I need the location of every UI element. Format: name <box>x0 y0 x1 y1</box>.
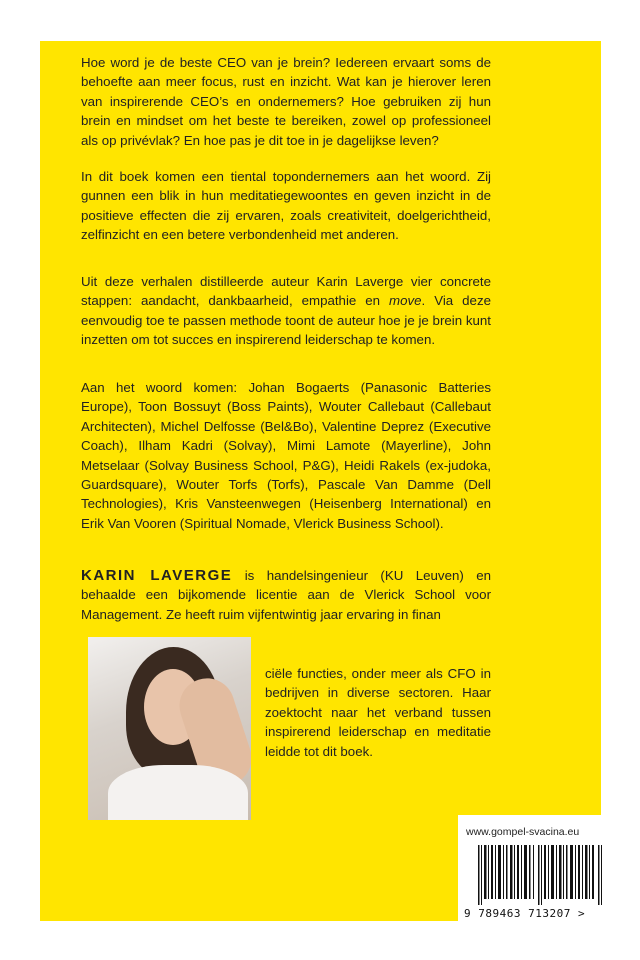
author-bio-top <box>81 566 491 624</box>
barcode-area <box>458 815 615 924</box>
blurb-text-3-end: . Via deze eenvoudig toe te passen methode toont de auteur hoe je je brein kunt inzetten om tot succes en inspirerend leiderschap te komen. <box>81 293 491 348</box>
blurb-text-2: In dit boek komen een tiental topondernemers aan het woord. Zij gunnen een blik in hun meditatiegewoontes en geven inzicht in de positieve effecten die zij ervaren, zoals creativiteit, doelgerichtheid, zelfinzicht en een betere verbondenheid met anderen. <box>81 169 491 243</box>
blurb-text-3-start: Uit deze verhalen distilleerde auteur Karin Laverge vier concrete stappen: aandacht, dankbaarheid, empathie en <box>81 274 491 309</box>
blurb-text-3-italic: move <box>389 293 422 309</box>
author-photo <box>88 637 251 820</box>
isbn-number: 9 789463 713207 > <box>464 907 586 920</box>
barcode-icon <box>478 845 603 905</box>
blurb-text-3 <box>81 272 491 350</box>
blurb-paragraph-1 <box>81 53 491 150</box>
publisher-url: www.gompel-svacina.eu <box>466 826 580 838</box>
author-bio-right: ciële functies, onder meer als CFO in bedrijven in diverse sectoren. Haar zoektocht naar het verband tussen inspirerend leiderschap en meditatie leidde tot dit boek. <box>265 666 491 759</box>
blurb-paragraph-2 <box>81 167 491 245</box>
blurb-paragraph-3 <box>81 272 491 350</box>
author-bio-text: is handelsingenieur (KU Leuven) en behaalde een bijkomende licentie aan de Vlerick School voor Management. Ze heeft ruim vijfentwintig jaar ervaring in finan <box>81 568 492 622</box>
blurb-text-1: Hoe word je de beste CEO van je brein? Iedereen ervaart soms de behoefte aan meer focus, rust en inzicht. Wat kan je hierover leren van inspirerende CEO’s en ondernemers? Hoe gebruiken zij hun brein en mindset om het beste te bereiken, zowel op professioneel als op privévlak? En hoe pas je dit toe in je dagelijkse leven? <box>81 55 491 148</box>
blurb-paragraph-4 <box>81 378 491 533</box>
author-name: KARIN LAVERGE <box>81 567 233 584</box>
blurb-text-4: Aan het woord komen: Johan Bogaerts (Panasonic Batteries Europe), Toon Bossuyt (Boss Paints), Wouter Callebaut (Callebaut Architecten), Michel Delfosse (Bel&Bo), Valentine Deprez (Executive Coach), Ilham Kadri (Solvay), Mimi Lamote (Mayerline), John Metselaar (Solvay Business School, P&G), Heidi Rakels (ex-judoka, Guardsquare), Wouter Torfs (Torfs), Pascale Van Damme (Dell Technologies), Kris Vansteenwegen (Heisenberg International) en Erik Van Vooren (Spiritual Nomade, Vlerick Business School). <box>81 380 491 531</box>
